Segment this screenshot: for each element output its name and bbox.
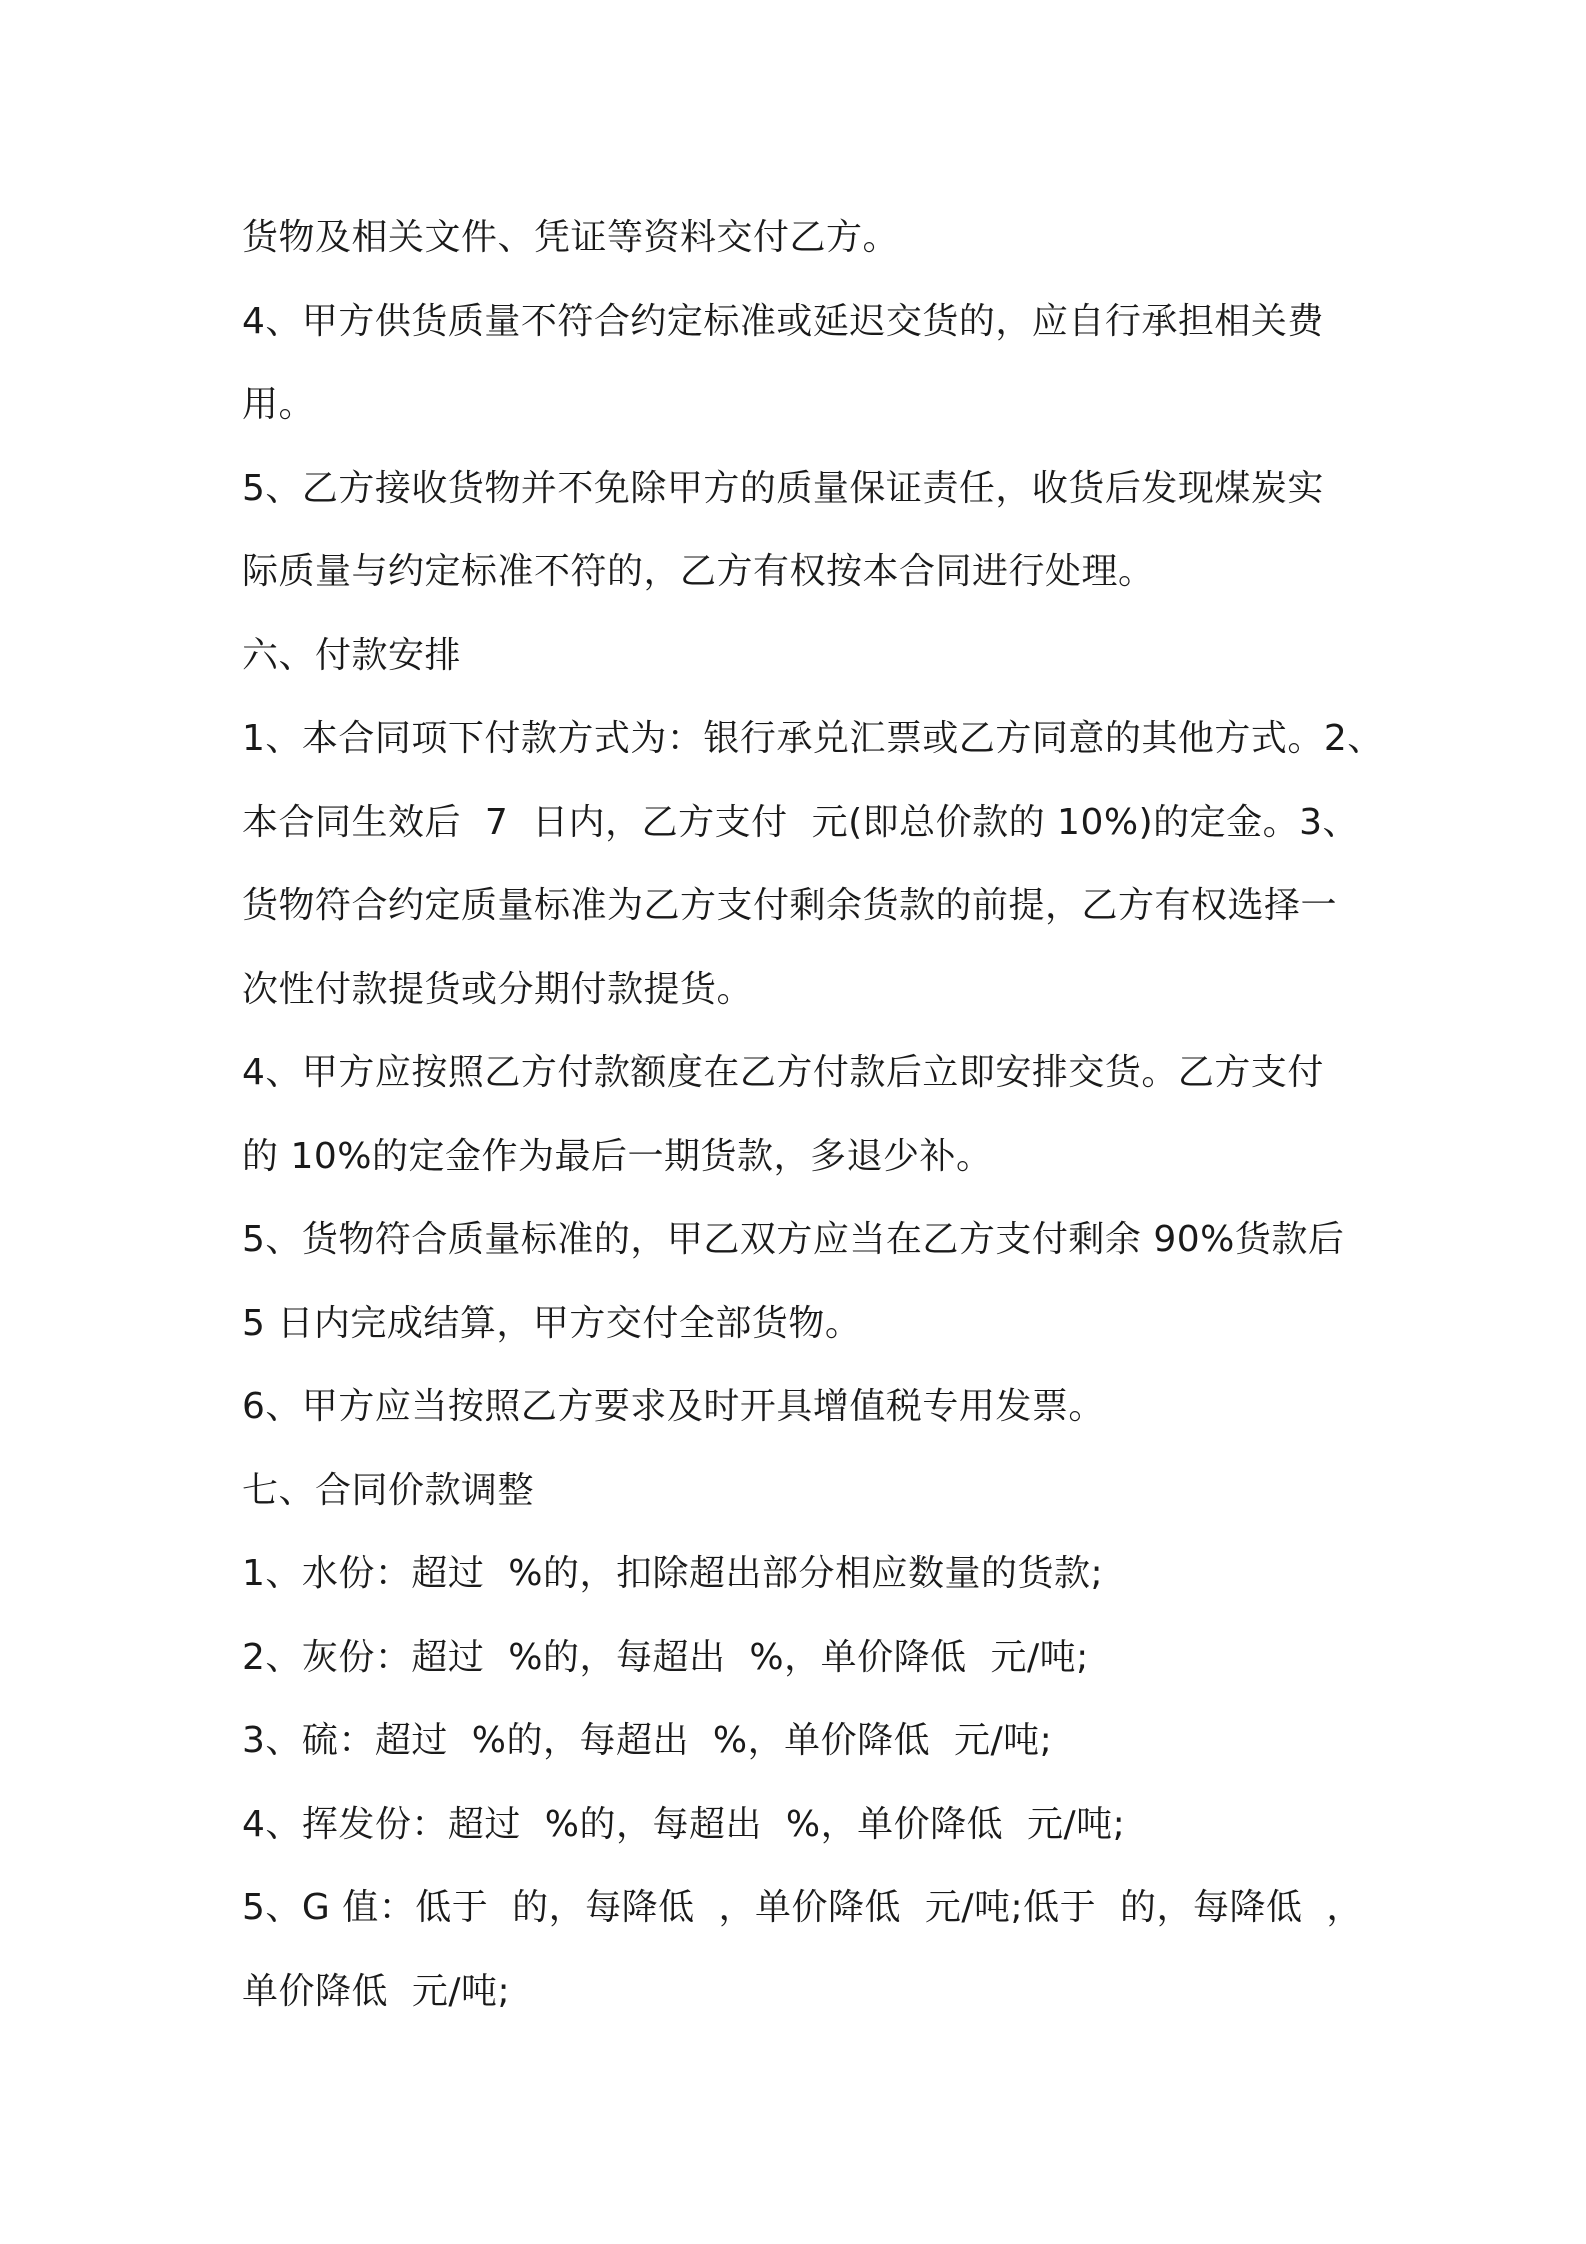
text-line: 5、货物符合质量标准的，甲乙双方应当在乙方支付剩余 90%货款后 <box>242 1219 1345 1260</box>
text-line: 用。 <box>242 384 316 425</box>
text-line: 3、硫：超过 %的，每超出 %，单价降低 元/吨; <box>242 1720 1053 1761</box>
text-line: 次性付款提货或分期付款提货。 <box>242 968 754 1010</box>
text-line: 5、G 值：低于 的，每降低 ，单价降低 元/吨;低于 的，每降低 ， <box>242 1887 1363 1928</box>
text-line: 单价降低 元/吨; <box>242 1970 511 2012</box>
text-line: 5 日内完成结算，甲方交付全部货物。 <box>242 1302 862 1344</box>
text-line: 6、甲方应当按照乙方要求及时开具增值税专用发票。 <box>242 1386 1105 1427</box>
document-body <box>242 196 1384 2033</box>
section-heading: 七、合同价款调整 <box>242 1469 535 1511</box>
text-line: 5、乙方接收货物并不免除甲方的质量保证责任，收货后发现煤炭实 <box>242 467 1324 509</box>
text-line: 货物及相关文件、凭证等资料交付乙方。 <box>242 217 900 258</box>
text-line: 的 10%的定金作为最后一期货款，多退少补。 <box>242 1135 993 1177</box>
text-line: 2、灰份：超过 %的，每超出 %，单价降低 元/吨; <box>242 1636 1089 1678</box>
text-line: 1、水份：超过 %的，扣除超出部分相应数量的货款; <box>242 1553 1104 1594</box>
section-heading: 六、付款安排 <box>242 634 462 676</box>
text-line: 本合同生效后 7 日内，乙方支付 元(即总价款的 10%)的定金。3、 <box>242 801 1360 843</box>
text-line: 4、甲方应按照乙方付款额度在乙方付款后立即安排交货。乙方支付 <box>242 1052 1324 1093</box>
text-line: 1、本合同项下付款方式为：银行承兑汇票或乙方同意的其他方式。2、 <box>242 718 1384 759</box>
text-line: 货物符合约定质量标准为乙方支付剩余货款的前提，乙方有权选择一 <box>242 885 1338 926</box>
text-line: 4、挥发份：超过 %的，每超出 %，单价降低 元/吨; <box>242 1803 1126 1845</box>
text-line: 际质量与约定标准不符的，乙方有权按本合同进行处理。 <box>242 551 1155 592</box>
text-line: 4、甲方供货质量不符合约定标准或延迟交货的，应自行承担相关费 <box>242 300 1324 342</box>
